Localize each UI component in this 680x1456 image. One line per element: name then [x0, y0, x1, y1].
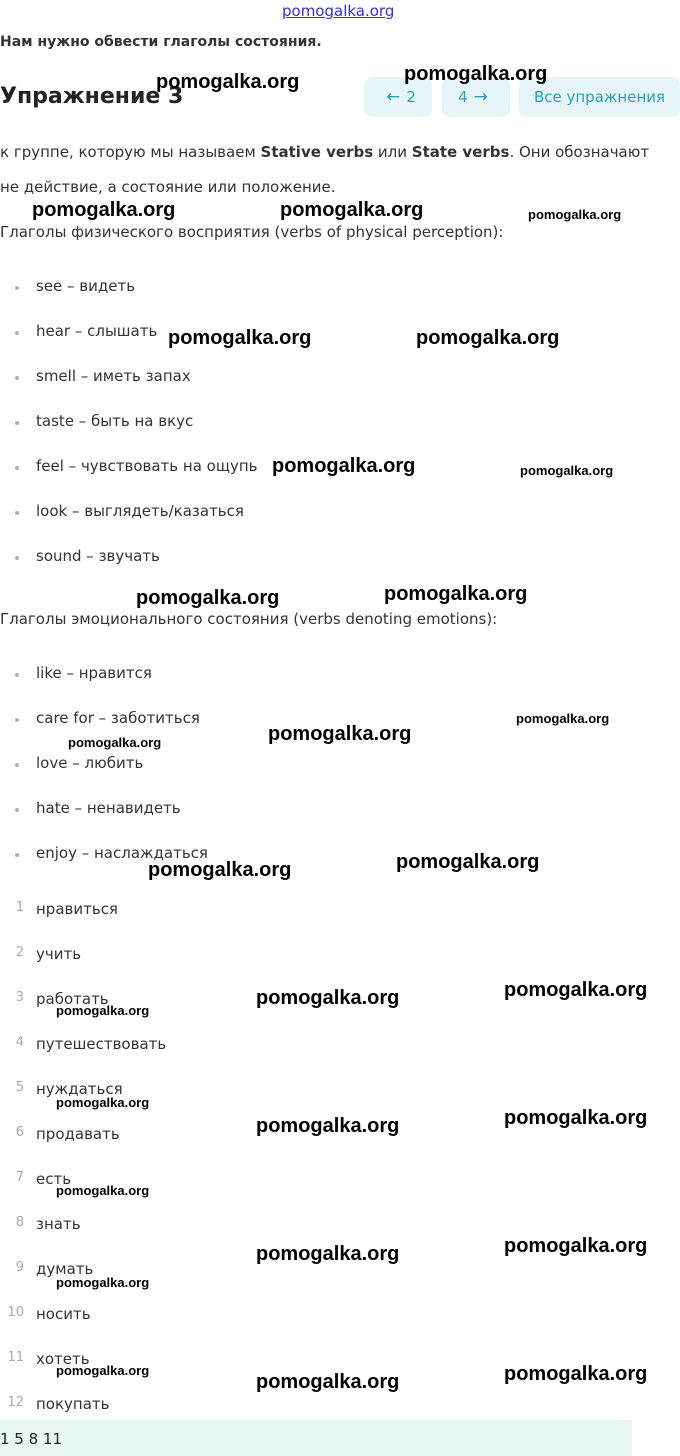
watermark: pomogalka.org — [256, 987, 400, 1009]
watermark: pomogalka.org — [416, 327, 560, 349]
watermark: pomogalka.org — [32, 199, 176, 221]
watermark: pomogalka.org — [504, 1363, 648, 1385]
watermark: pomogalka.org — [56, 1183, 150, 1198]
watermark: pomogalka.org — [280, 199, 424, 221]
watermark: pomogalka.org — [504, 1107, 648, 1129]
intro-paragraph-line-2: не действие, а состояние или положение. — [0, 178, 336, 196]
watermark: pomogalka.org — [56, 1003, 150, 1018]
arrow-left-icon: ← — [386, 87, 401, 107]
watermark: pomogalka.org — [168, 327, 312, 349]
watermark: pomogalka.org — [256, 1371, 400, 1393]
state-verbs-term: State verbs — [411, 143, 510, 161]
watermark: pomogalka.org — [148, 859, 292, 881]
watermark: pomogalka.org — [256, 1243, 400, 1265]
watermark: pomogalka.org — [404, 63, 548, 85]
watermark: pomogalka.org — [68, 735, 162, 750]
watermark: pomogalka.org — [56, 1363, 150, 1378]
perception-heading: Глаголы физического восприятия (verbs of physical perception): — [0, 223, 504, 241]
watermark: pomogalka.org — [256, 1115, 400, 1137]
watermark: pomogalka.org — [384, 583, 528, 605]
answer-bar — [0, 1420, 632, 1456]
header-watermark-link[interactable]: pomogalka.org — [282, 2, 395, 20]
watermark: pomogalka.org — [504, 1235, 648, 1257]
emotions-heading: Глаголы эмоционального состояния (verbs denoting emotions): — [0, 610, 498, 628]
answer-text: 1 5 8 11 — [0, 1430, 63, 1448]
prev-exercise-label: 2 — [406, 88, 416, 106]
watermark: pomogalka.org — [516, 711, 610, 726]
intro-paragraph-line-1: к группе, которую мы называем Stative verbs или State verbs. Они обозначают — [0, 143, 650, 161]
watermark: pomogalka.org — [504, 979, 648, 1001]
stative-verbs-term: Stative verbs — [260, 143, 374, 161]
all-exercises-label: Все упражнения — [533, 88, 666, 106]
task-lead: Нам нужно обвести глаголы состояния. — [0, 34, 322, 50]
watermark: pomogalka.org — [56, 1095, 150, 1110]
next-exercise-label: 4 — [458, 88, 468, 106]
watermark: pomogalka.org — [156, 71, 300, 93]
watermark: pomogalka.org — [520, 463, 614, 478]
exercise-title: Упражнение 3 — [0, 84, 184, 109]
watermark: pomogalka.org — [396, 851, 540, 873]
watermark: pomogalka.org — [136, 587, 280, 609]
watermark: pomogalka.org — [268, 723, 412, 745]
watermark: pomogalka.org — [528, 207, 622, 222]
watermark: pomogalka.org — [56, 1275, 150, 1290]
watermark: pomogalka.org — [272, 455, 416, 477]
arrow-right-icon: → — [473, 87, 488, 107]
